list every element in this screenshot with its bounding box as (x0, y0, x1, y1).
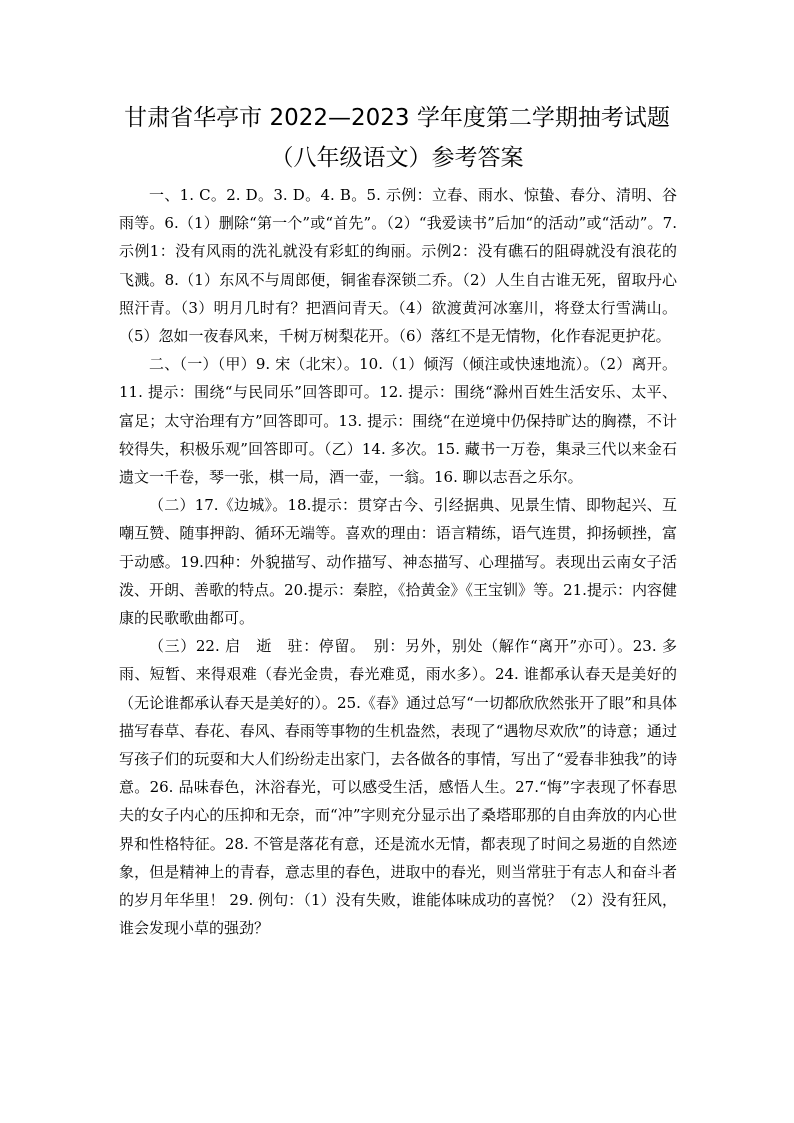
section-two-part-two-answers: （二）17.《边城》。18.提示：贯穿古今、引经据典、见景生情、即物起兴、互嘲互赞、随事押韵、循环无端等。喜欢的理由：语言精练，语气连贯，抑扬顿挫，富于动感。19.四种：外貌描写、动作描写、神态描写、心理描写。表现出云南女子活泼、开朗、善歌的特点。20.提示：秦腔，《拾黄金》《王宝钏》等。21.提示：内容健康的民歌歌曲都可。 (119, 496, 677, 628)
section-two-part-one-answers: 二、（一）（甲）9. 宋（北宋）。10.（1）倾泻（倾注或快速地流）。（2）离开。11. 提示：围绕“与民同乐”回答即可。12. 提示：围绕“滁州百姓生活安乐、太平、富足；太守治理有方”回答即可。13. 提示：围绕“在逆境中仍保持旷达的胸襟，不计较得失，积极乐观”回答即可。（乙）14. 多次。15. 藏书一万卷，集录三代以来金石遗文一千卷，琴一张，棋一局，酒一壶，一翁。16. 聊以志吾之乐尔。 (119, 355, 677, 487)
section-one-answers: 一、1. C。2. D。3. D。4. B。5. 示例：立春、雨水、惊蛰、春分、清明、谷雨等。6.（1）删除“第一个”或“首先”。（2）“我爱读书”后加“的活动”或“活动”。7. 示例1：没有风雨的洗礼就没有彩虹的绚丽。示例2：没有礁石的阻碍就没有浪花的飞溅。8.（1）东风不与周郎便，铜雀春深锁二乔。（2）人生自古谁无死，留取丹心照汗青。（3）明月几时有？把酒问青天。（4）欲渡黄河冰塞川，将登太行雪满山。（5）忽如一夜春风来，千树万树梨花开。（6）落红不是无情物，化作春泥更护花。 (119, 186, 677, 346)
document-title: 甘肃省华亭市 2022—2023 学年度第二学期抽考试题 (124, 105, 670, 131)
answer-body (119, 181, 677, 942)
document-subtitle: （八年级语文）参考答案 (270, 145, 524, 171)
section-two-part-three-answers: （三）22. 启 逝 驻：停留。 别：另外，别处（解作“离开”亦可）。23. 多雨、短暂、来得艰难（春光金贵，春光难觅，雨水多）。24. 谁都承认春天是美好的（无论谁都承认春天是美好的）。25.《春》通过总写“一切都欣欣然张开了眼”和具体描写春草、春花、春风、春雨等事物的生机盎然，表现了“遇物尽欢欣”的诗意；通过写孩子们的玩耍和大人们纷纷走出家门，去各做各的事情，写出了“爱春非独我”的诗意。26. 品味春色，沐浴春光，可以感受生活，感悟人生。27.“悔”字表现了怀春思夫的女子内心的压抑和无奈，而“冲”字则充分显示出了桑塔耶那的自由奔放的内心世界和性格特征。28. 不管是落花有意，还是流水无情，都表现了时间之易逝的自然迹象，但是精神上的青春，意志里的春色，进取中的春光，则当常驻于有志人和奋斗者的岁月年华里！ 29. 例句：（1）没有失败，谁能体味成功的喜悦？（2）没有狂风，谁会发现小草的强劲？ (119, 637, 677, 938)
